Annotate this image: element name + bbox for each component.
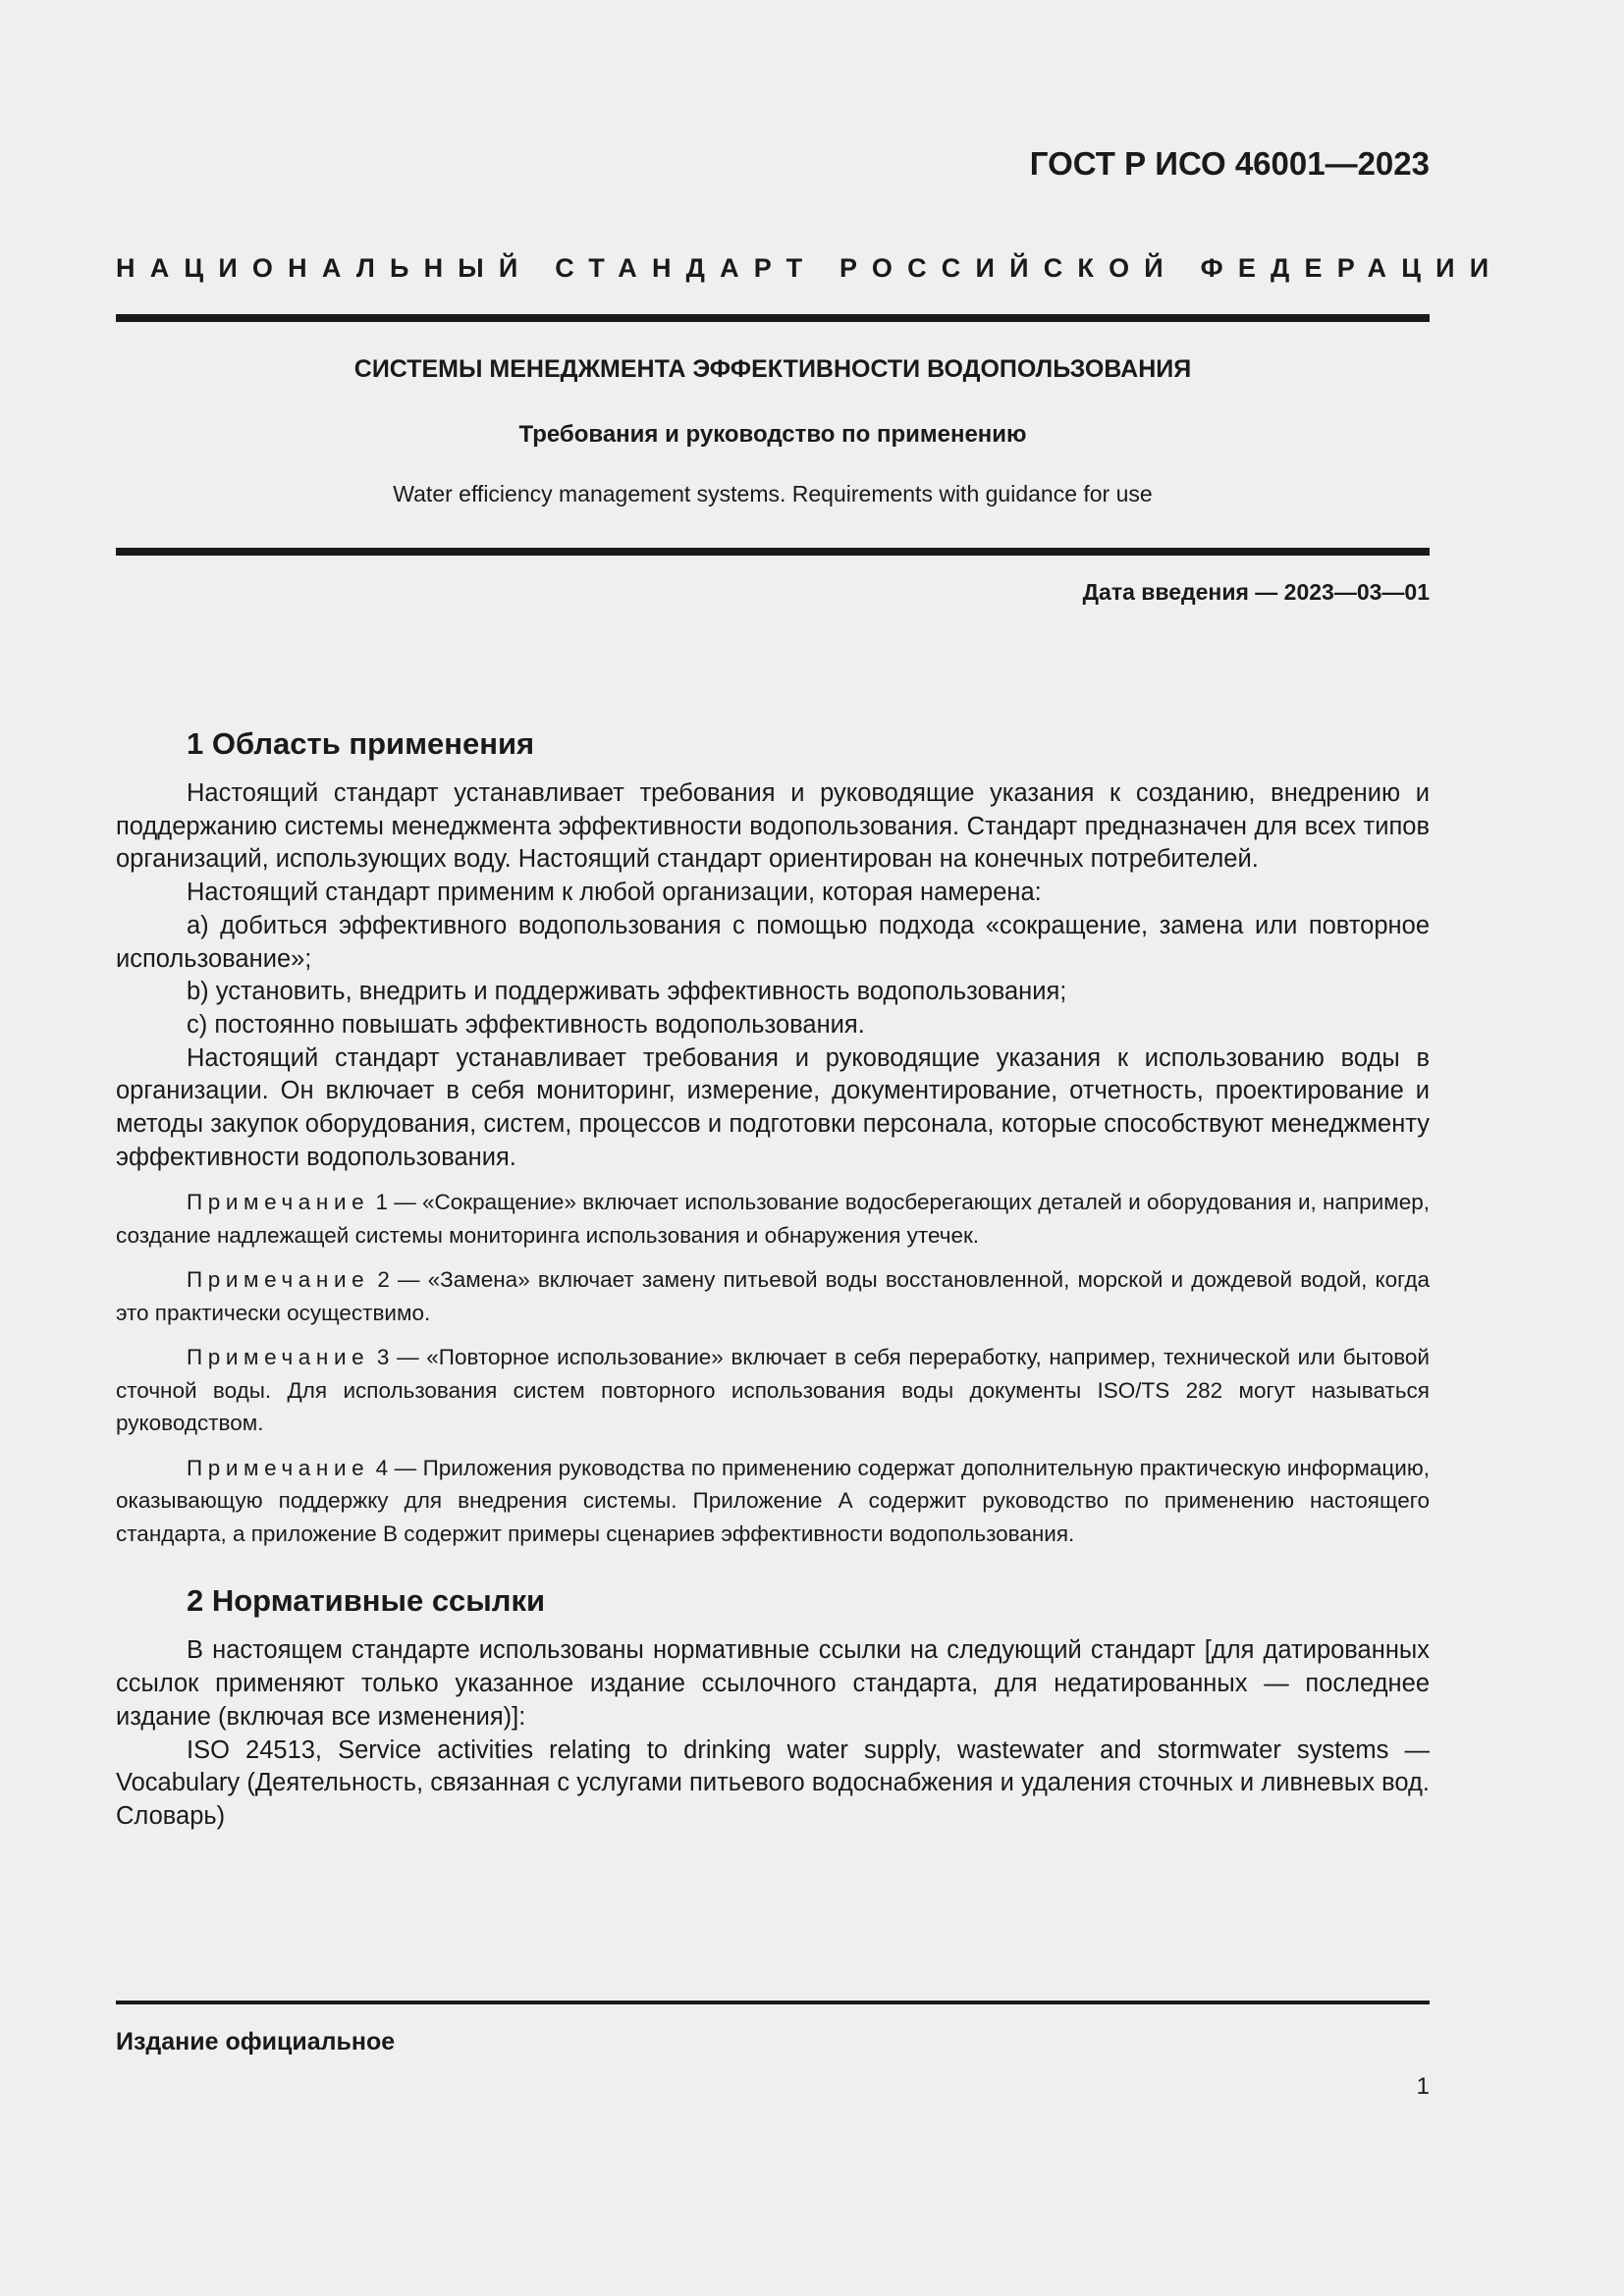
section-2-paragraph: В настоящем стандарте использованы нормативные ссылки на следующий стандарт [для датированных ссылок применяют только указанное издание ссылочного стандарта, для недатированных — последнее издание (включая все изменения)]: [116, 1636, 1430, 1731]
official-edition-label: Издание официальное [116, 2028, 396, 2056]
title-bottom-rule [116, 548, 1430, 556]
document-page [116, 0, 1504, 2296]
note-text: 2 — «Замена» включает замену питьевой воды восстановленной, морской и дождевой водой, когда это практически осуществимо. [116, 1267, 1430, 1325]
note-4 [116, 1452, 1430, 1551]
top-rule [116, 314, 1430, 322]
section-1-paragraph: Настоящий стандарт применим к любой организации, которая намерена: [187, 879, 1042, 907]
note-text: 3 — «Повторное использование» включает в себя переработку, например, технической или бытовой сточной воды. Для использования систем повторного использования воды документы ISO/TS 282 могут называться руководством. [116, 1345, 1430, 1436]
list-item-b: b) установить, внедрить и поддерживать эффективность водопользования; [187, 978, 1067, 1006]
note-3 [116, 1341, 1430, 1440]
english-title: Water efficiency management systems. Requirements with guidance for use [393, 481, 1153, 507]
introduction-date: Дата введения — 2023—03—01 [1082, 579, 1430, 605]
page-number: 1 [1416, 2073, 1430, 2100]
note-text: 4 — Приложения руководства по применению содержат дополнительную практическую информацию, оказывающую поддержку для внедрения системы. Приложение А содержит руководство по применению настоящего стандарта, а приложение В содержит примеры сценариев эффективности водопользования. [116, 1455, 1430, 1546]
section-2-reference: ISO 24513, Service activities relating to drinking water supply, wastewater and stormwater systems — Vocabulary (Деятельность, связанная с услугами питьевого водоснабжения и удаления сточных и ливневых вод. Словарь) [116, 1735, 1430, 1830]
section-1-paragraph: Настоящий стандарт устанавливает требования и руководящие указания к созданию, внедрению и поддержанию системы менеджмента эффективности водопользования. Стандарт предназначен для всех типов организаций, использующих воду. Настоящий стандарт ориентирован на конечных потребителей. [116, 779, 1430, 874]
note-label: Примечание [187, 1455, 370, 1480]
note-1 [116, 1186, 1430, 1252]
document-title: СИСТЕМЫ МЕНЕДЖМЕНТА ЭФФЕКТИВНОСТИ ВОДОПОЛЬЗОВАНИЯ [353, 355, 1192, 383]
national-standard-banner: НАЦИОНАЛЬНЫЙ СТАНДАРТ РОССИЙСКОЙ ФЕДЕРАЦИИ [116, 253, 1504, 283]
note-label: Примечание [187, 1190, 370, 1215]
section-2-heading: 2 Нормативные ссылки [187, 1583, 546, 1619]
note-2 [116, 1263, 1430, 1329]
document-body [116, 719, 1430, 1834]
note-label: Примечание [187, 1345, 370, 1370]
document-code: ГОСТ Р ИСО 46001—2023 [1029, 145, 1430, 182]
note-label: Примечание [187, 1267, 370, 1293]
section-1-paragraph: Настоящий стандарт устанавливает требования и руководящие указания к использованию воды в организации. Он включает в себя мониторинг, измерение, документирование, отчетность, проектирование и методы закупок оборудования, систем, процессов и подготовки персонала, которые способствуют менеджменту эффективности водопользования. [116, 1043, 1430, 1171]
section-1-heading: 1 Область применения [187, 726, 535, 761]
footer-rule [116, 2001, 1430, 2004]
document-subtitle: Требования и руководство по применению [518, 421, 1027, 448]
list-item-a: a) добиться эффективного водопользования с помощью подхода «сокращение, замена или повторное использование»; [116, 911, 1430, 973]
note-text: 1 — «Сокращение» включает использование водосберегающих деталей и оборудования и, например, создание надлежащей системы мониторинга использования и обнаружения утечек. [116, 1190, 1430, 1248]
list-item-c: c) постоянно повышать эффективность водопользования. [187, 1010, 865, 1039]
